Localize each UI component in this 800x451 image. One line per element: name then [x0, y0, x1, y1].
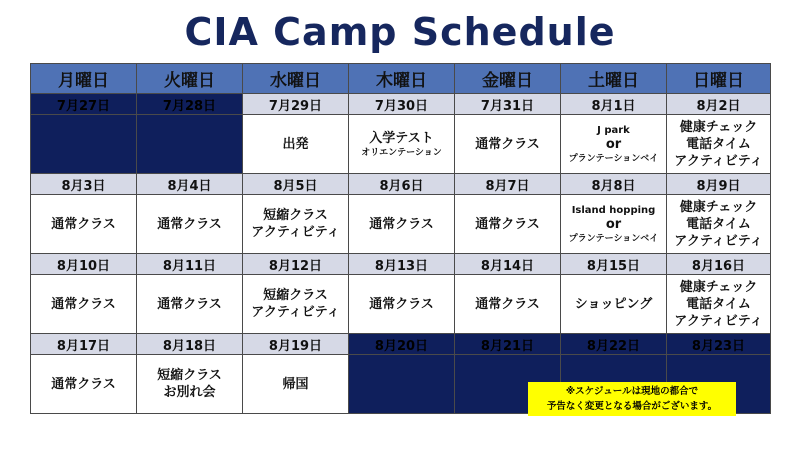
date-cell: 8月17日 [31, 334, 137, 355]
inactive-cell [137, 115, 243, 174]
activity-cell [667, 195, 771, 254]
activity-option: Island hopping [571, 204, 656, 216]
activity-text: 出発 [282, 136, 309, 152]
date-cell: 7月29日 [243, 94, 349, 115]
activity-cell [137, 275, 243, 334]
day-header-fri: 金曜日 [455, 64, 561, 94]
date-cell: 8月2日 [667, 94, 771, 115]
date-cell: 8月21日 [455, 334, 561, 355]
date-cell: 8月22日 [561, 334, 667, 355]
activity-text: 電話タイム [686, 296, 751, 312]
activity-cell [349, 195, 455, 254]
activity-option: プランテーションベイ [568, 153, 659, 164]
activity-cell [667, 115, 771, 174]
date-cell: 8月6日 [349, 174, 455, 195]
activity-or: or [605, 216, 622, 232]
notice-line-2: 予告なく変更となる場合がございます。 [546, 401, 718, 412]
activity-text: 通常クラス [369, 296, 434, 312]
inactive-cell [349, 355, 455, 414]
date-cell: 8月16日 [667, 254, 771, 275]
day-header-row [31, 64, 771, 94]
activity-text: 電話タイム [686, 136, 751, 152]
activity-text: 通常クラス [51, 296, 116, 312]
activity-cell [243, 275, 349, 334]
schedule-change-notice [528, 382, 736, 416]
date-row-week-4 [31, 334, 771, 355]
date-cell: 7月28日 [137, 94, 243, 115]
activity-text: 短縮クラス [157, 368, 222, 383]
activity-text: ショッピング [574, 296, 653, 312]
date-cell: 8月8日 [561, 174, 667, 195]
activity-row-week-3 [31, 275, 771, 334]
activity-text: 通常クラス [51, 216, 116, 232]
activity-text: お別れ会 [163, 385, 216, 400]
date-cell: 8月15日 [561, 254, 667, 275]
day-header-wed: 水曜日 [243, 64, 349, 94]
day-header-tue: 火曜日 [137, 64, 243, 94]
date-cell: 8月12日 [243, 254, 349, 275]
activity-text: 通常クラス [475, 216, 540, 232]
date-cell: 7月31日 [455, 94, 561, 115]
activity-text: 健康チェック [679, 279, 758, 295]
activity-subtext: オリエンテーション [361, 147, 442, 158]
activity-cell [349, 115, 455, 174]
activity-cell [455, 275, 561, 334]
activity-cell [137, 195, 243, 254]
activity-text: アクティビティ [251, 305, 340, 320]
inactive-cell [31, 115, 137, 174]
day-header-sat: 土曜日 [561, 64, 667, 94]
schedule-table [30, 63, 771, 414]
activity-row-week-2 [31, 195, 771, 254]
activity-cell [349, 275, 455, 334]
date-cell: 8月7日 [455, 174, 561, 195]
date-cell: 8月1日 [561, 94, 667, 115]
activity-text: アクティビティ [674, 153, 763, 169]
activity-option: プランテーションベイ [568, 233, 659, 244]
date-cell: 8月19日 [243, 334, 349, 355]
date-cell: 8月10日 [31, 254, 137, 275]
activity-text: アクティビティ [674, 313, 763, 329]
date-row-week-3 [31, 254, 771, 275]
activity-cell [667, 275, 771, 334]
activity-text: 短縮クラス [263, 288, 328, 303]
activity-text: 短縮クラス [263, 208, 328, 223]
date-cell: 8月4日 [137, 174, 243, 195]
date-cell: 8月11日 [137, 254, 243, 275]
activity-cell [561, 115, 667, 174]
activity-text: 通常クラス [369, 216, 434, 232]
notice-line-1: ※スケジュールは現地の都合で [565, 386, 699, 397]
activity-text: 通常クラス [475, 136, 540, 152]
page-title: CIA Camp Schedule [184, 10, 616, 54]
activity-text: 電話タイム [686, 216, 751, 232]
date-cell: 7月30日 [349, 94, 455, 115]
day-header-sun: 日曜日 [667, 64, 771, 94]
activity-text: 帰国 [282, 376, 309, 392]
activity-text: アクティビティ [674, 233, 763, 249]
activity-cell [243, 195, 349, 254]
date-cell: 8月14日 [455, 254, 561, 275]
activity-or: or [605, 136, 622, 152]
activity-text: 健康チェック [679, 199, 758, 215]
date-cell: 8月5日 [243, 174, 349, 195]
activity-text: 入学テスト [369, 130, 434, 146]
activity-cell [561, 195, 667, 254]
activity-cell [31, 195, 137, 254]
activity-option: J park [597, 124, 630, 136]
day-header-thu: 木曜日 [349, 64, 455, 94]
date-row-week-2 [31, 174, 771, 195]
activity-cell [31, 355, 137, 414]
activity-cell [243, 355, 349, 414]
activity-cell [137, 355, 243, 414]
date-cell: 8月13日 [349, 254, 455, 275]
activity-cell [455, 115, 561, 174]
activity-cell [455, 195, 561, 254]
day-header-mon: 月曜日 [31, 64, 137, 94]
activity-text: 通常クラス [157, 216, 222, 232]
activity-cell [31, 275, 137, 334]
activity-cell [561, 275, 667, 334]
date-cell: 8月18日 [137, 334, 243, 355]
date-cell: 8月23日 [667, 334, 771, 355]
activity-text: 通常クラス [475, 296, 540, 312]
activity-text: アクティビティ [251, 225, 340, 240]
date-cell: 8月20日 [349, 334, 455, 355]
activity-text: 通常クラス [51, 376, 116, 392]
date-row-week-1 [31, 94, 771, 115]
date-cell: 8月9日 [667, 174, 771, 195]
date-cell: 8月3日 [31, 174, 137, 195]
activity-text: 健康チェック [679, 119, 758, 135]
activity-row-week-1 [31, 115, 771, 174]
activity-cell [243, 115, 349, 174]
date-cell: 7月27日 [31, 94, 137, 115]
activity-text: 通常クラス [157, 296, 222, 312]
